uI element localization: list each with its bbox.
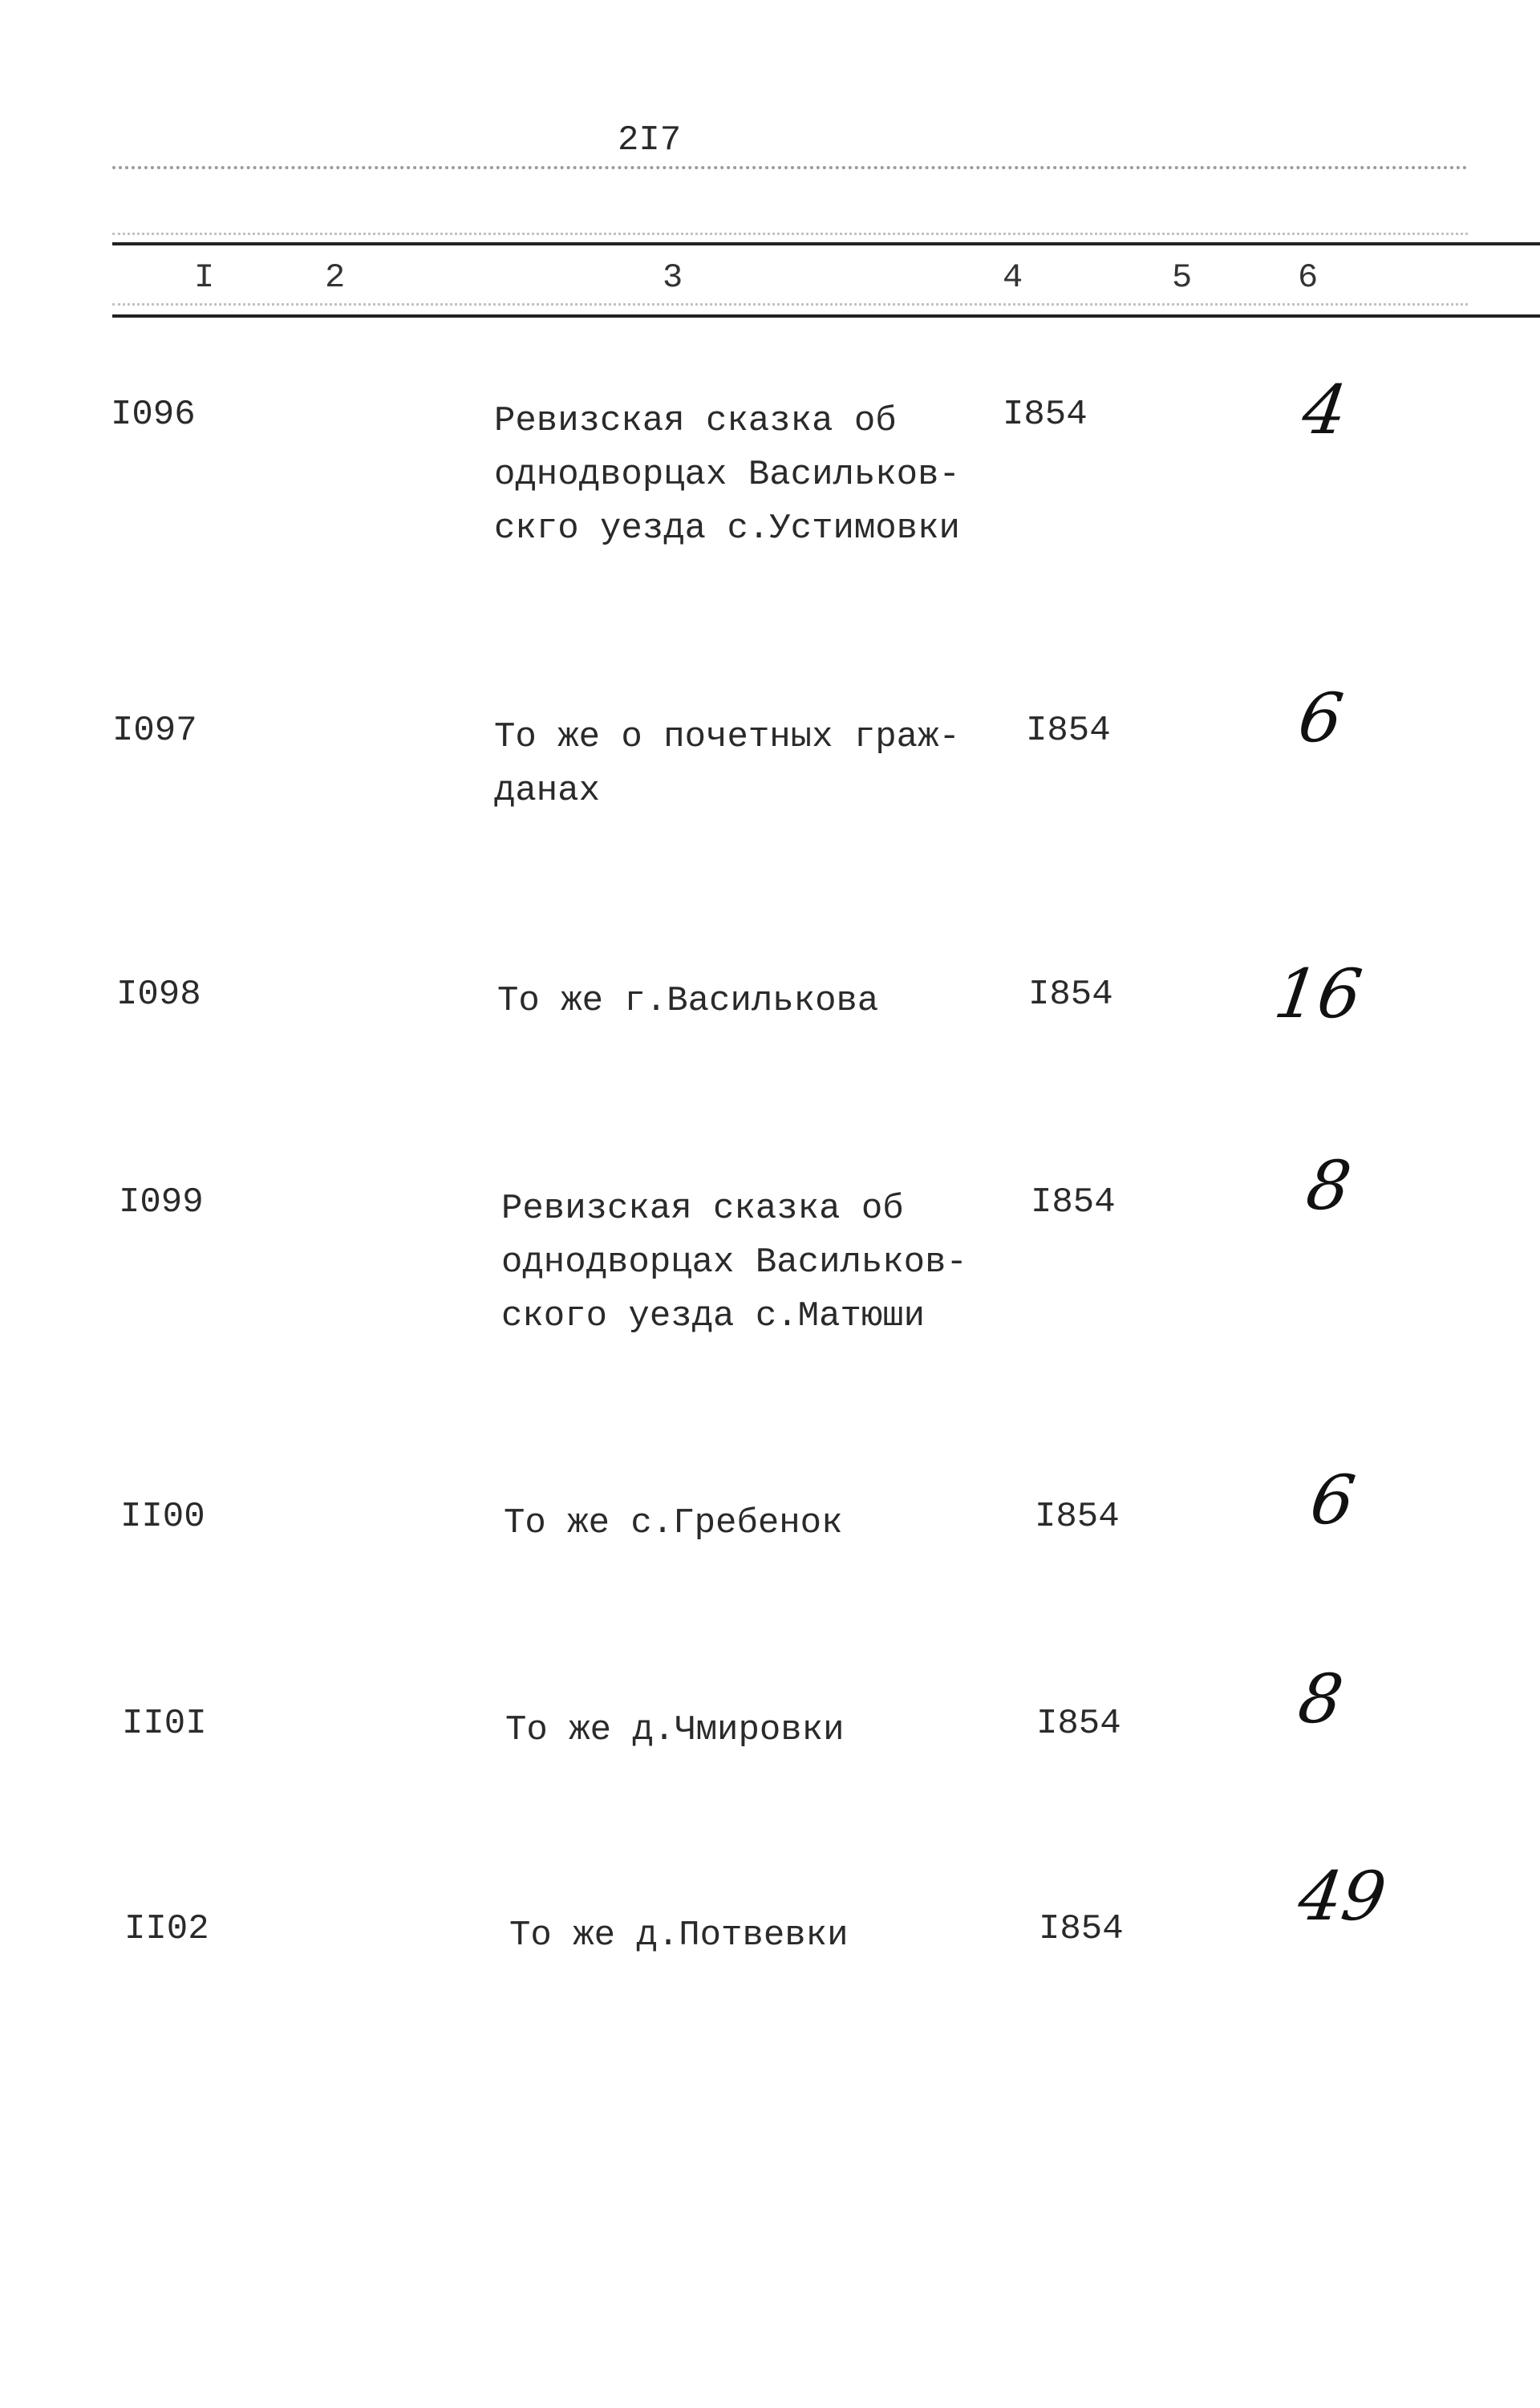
- header-col-6: 6: [1298, 258, 1319, 297]
- item-year: I854: [1031, 1182, 1116, 1222]
- table-header-rule: [112, 314, 1540, 318]
- item-year: I854: [1028, 975, 1113, 1015]
- item-number: I096: [111, 395, 196, 435]
- sheet-count: 8: [1302, 1146, 1356, 1225]
- sheet-count: 49: [1294, 1857, 1391, 1936]
- item-year: I854: [1035, 1497, 1120, 1537]
- item-year: I854: [1003, 395, 1088, 435]
- item-number: I099: [119, 1182, 204, 1222]
- item-description: Ревизская сказка об однодворцах Васильков- ского уезда с.Матюши: [501, 1189, 967, 1336]
- item-year: I854: [1026, 711, 1111, 751]
- item-number: II02: [124, 1909, 209, 1949]
- page-number: 2I7: [618, 120, 682, 160]
- item-description: То же с.Гребенок: [504, 1503, 843, 1543]
- item-number: II0I: [122, 1704, 207, 1744]
- sheet-count: 4: [1298, 371, 1352, 449]
- table-top-rule: [112, 242, 1540, 245]
- header-col-5: 5: [1172, 258, 1193, 297]
- dotted-divider: [112, 233, 1468, 235]
- item-description: То же д.Чмировки: [505, 1710, 845, 1750]
- item-description: То же о почетных граж- данах: [494, 717, 960, 811]
- sheet-count: 8: [1294, 1660, 1348, 1738]
- header-col-3: 3: [663, 258, 683, 297]
- header-col-4: 4: [1003, 258, 1023, 297]
- item-description: То же д.Потвевки: [509, 1915, 849, 1956]
- header-col-1: I: [194, 258, 215, 297]
- item-year: I854: [1039, 1909, 1124, 1949]
- sheet-count: 6: [1294, 679, 1348, 757]
- item-description: То же г.Василькова: [497, 981, 879, 1021]
- item-number: I097: [112, 711, 197, 751]
- dotted-divider: [112, 303, 1468, 306]
- item-description: Ревизская сказка об однодворцах Васильков- скго уезда с.Устимовки: [494, 401, 960, 549]
- item-number: II00: [120, 1497, 205, 1537]
- sheet-count: 6: [1306, 1461, 1360, 1539]
- dotted-divider: [112, 166, 1468, 169]
- header-col-2: 2: [325, 258, 346, 297]
- item-number: I098: [116, 975, 201, 1015]
- sheet-count: 16: [1270, 955, 1367, 1033]
- item-year: I854: [1036, 1704, 1121, 1744]
